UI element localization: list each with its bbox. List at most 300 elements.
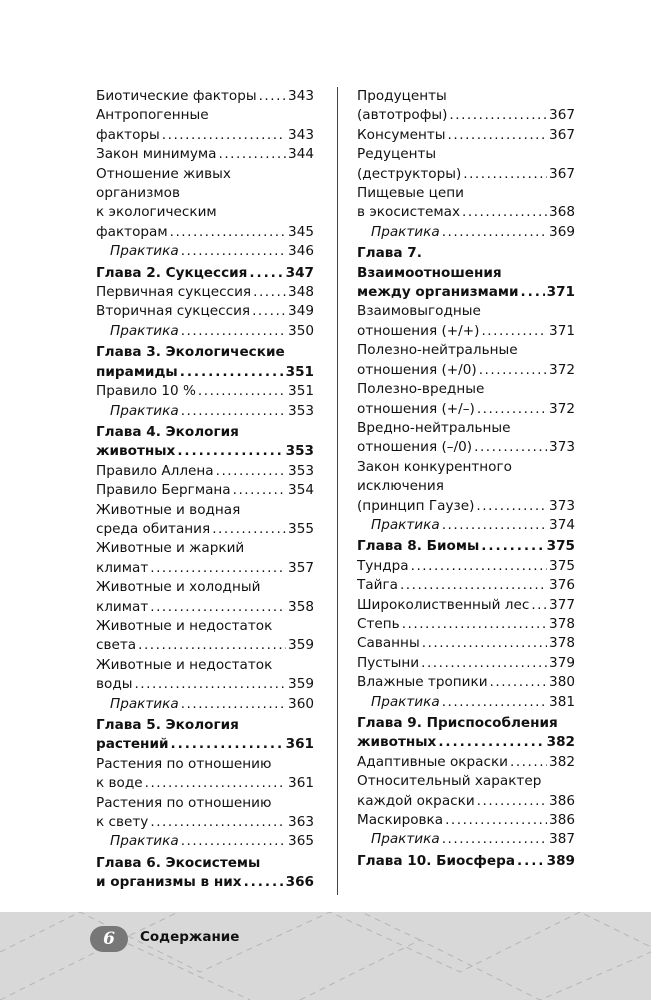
toc-entry-title: Практика [110, 243, 179, 260]
dot-leader [402, 615, 547, 634]
toc-entry-title: среда обитания [96, 520, 211, 537]
toc-practice-entry [357, 830, 575, 849]
toc-page-number: 373 [549, 497, 575, 514]
toc-entry-title: Глава 5. Экология [96, 717, 239, 733]
dot-leader [479, 361, 547, 380]
toc-left-column [96, 87, 314, 893]
toc-entry [357, 302, 575, 341]
toc-entry [357, 87, 575, 126]
toc-entry [357, 341, 575, 380]
toc-page-number: 353 [288, 462, 314, 479]
dot-leader [448, 126, 548, 145]
toc-chapter-entry [96, 343, 314, 382]
toc-page-number: 375 [549, 557, 575, 574]
toc-line [96, 242, 314, 261]
toc-entry-title: Глава 9. Приспособления [357, 715, 558, 731]
toc-entry-title: Отношение живых [96, 165, 231, 182]
toc-entry-title: животных [357, 734, 437, 751]
toc-line [96, 106, 314, 125]
toc-page-number: 358 [288, 598, 314, 615]
dot-leader [521, 283, 545, 302]
toc-entry [357, 126, 575, 145]
toc-line [357, 126, 575, 145]
toc-entry-title: Саванны [357, 635, 420, 652]
toc-line [357, 322, 575, 341]
toc-entry-title: Влажные тропики [357, 674, 488, 691]
toc-line [96, 501, 314, 520]
toc-practice-entry [357, 693, 575, 712]
toc-page-number: 345 [288, 223, 314, 240]
toc-chapter-entry [357, 714, 575, 753]
toc-entry-title: Практика [110, 402, 179, 419]
toc-entry-title: отношения (–/0) [357, 439, 473, 456]
dot-leader [138, 636, 286, 655]
toc-entry-title: Тайга [357, 577, 398, 594]
toc-entry [357, 557, 575, 576]
toc-chapter-entry [357, 537, 575, 556]
dot-leader [150, 559, 286, 578]
dot-leader [481, 322, 547, 341]
toc-entry-title: Глава 6. Экосистемы [96, 854, 261, 871]
toc-practice-entry [96, 832, 314, 851]
toc-practice-entry [96, 402, 314, 421]
footer-section-title: Содержание [140, 929, 240, 945]
toc-line [96, 382, 314, 401]
toc-entry [357, 419, 575, 458]
toc-line [357, 400, 575, 419]
dot-leader [145, 774, 286, 793]
toc-entry-title: Практика [110, 695, 179, 712]
toc-line [357, 772, 575, 791]
toc-line [96, 578, 314, 597]
toc-entry-title: Консументы [357, 126, 446, 143]
toc-chapter-entry [96, 264, 314, 283]
toc-line [357, 165, 575, 184]
toc-entry-title: Животные и водная [96, 501, 241, 518]
toc-page-number: 343 [288, 126, 314, 143]
toc-line [96, 264, 314, 283]
toc-entry-title: Закон конкурентного [357, 458, 512, 475]
toc-line [96, 126, 314, 145]
toc-entry-title: Практика [371, 516, 440, 533]
toc-line [357, 361, 575, 380]
toc-entry-title: Животные и жаркий [96, 540, 245, 557]
column-divider [337, 87, 338, 895]
toc-page-number: 343 [288, 88, 314, 104]
dot-leader [531, 596, 547, 615]
toc-entry-title: отношения (+/+) [357, 322, 480, 339]
toc-line [357, 753, 575, 772]
dot-leader [134, 675, 286, 694]
toc-page-number: 382 [549, 753, 575, 770]
toc-entry [96, 87, 314, 106]
toc-page-number: 351 [285, 363, 314, 380]
toc-line [96, 695, 314, 714]
dot-leader [477, 400, 547, 419]
toc-page-number: 369 [549, 223, 575, 240]
dot-leader [481, 537, 544, 556]
toc-entry-title: и организмы в них [96, 874, 242, 891]
toc-line [96, 755, 314, 774]
toc-page-number: 361 [288, 775, 314, 792]
dot-leader [233, 481, 286, 500]
toc-line [357, 792, 575, 811]
toc-entry [96, 617, 314, 656]
toc-line [96, 145, 314, 164]
toc-page-number: 348 [288, 284, 314, 301]
toc-entry-title: Вторичная сукцессия [96, 303, 251, 320]
toc-entry-title: Глава 4. Экология [96, 423, 239, 440]
toc-line [96, 423, 314, 442]
toc-page-number: 354 [288, 482, 314, 499]
dot-leader [218, 145, 286, 164]
toc-page-number: 346 [288, 243, 314, 260]
toc-entry [357, 596, 575, 615]
dot-leader [244, 873, 284, 892]
toc-entry-title: Практика [371, 223, 440, 240]
toc-line [357, 596, 575, 615]
toc-page-number: 371 [549, 322, 575, 339]
toc-entry [96, 302, 314, 321]
toc-line [96, 675, 314, 694]
toc-entry-title: Глава 2. Сукцессия [96, 264, 248, 281]
toc-line [96, 854, 314, 873]
toc-entry-title: растений [96, 736, 169, 753]
toc-line [357, 106, 575, 125]
footer-pattern [0, 912, 651, 1000]
toc-line [96, 184, 314, 203]
dot-leader [442, 223, 547, 242]
dot-leader [162, 126, 286, 145]
toc-page-number: 357 [288, 559, 314, 576]
page-footer [0, 912, 651, 1000]
toc-line [96, 873, 314, 892]
toc-entry [357, 576, 575, 595]
toc-line [96, 636, 314, 655]
toc-line [96, 87, 314, 106]
toc-line [96, 322, 314, 341]
toc-line [357, 341, 575, 360]
toc-right-column [357, 87, 575, 871]
dot-leader [442, 516, 547, 535]
toc-entry-title: Полезно-вредные [357, 381, 485, 398]
toc-entry-title: Практика [110, 322, 179, 339]
toc-line [357, 537, 575, 556]
dot-leader [445, 811, 547, 830]
toc-chapter-entry [357, 244, 575, 302]
toc-entry-title: Пищевые цепи [357, 185, 464, 202]
toc-page-number: 386 [549, 812, 575, 829]
toc-entry [96, 145, 314, 164]
toc-line [96, 520, 314, 539]
dot-leader [212, 520, 286, 539]
toc-entry-title: Биотические факторы [96, 88, 257, 104]
toc-practice-entry [357, 516, 575, 535]
toc-line [357, 693, 575, 712]
toc-entry-title: Растения по отношению [96, 755, 272, 772]
toc-line [96, 539, 314, 558]
toc-page-number: 372 [549, 400, 575, 417]
toc-entry [357, 380, 575, 419]
toc-line [357, 576, 575, 595]
toc-entry [357, 654, 575, 673]
toc-entry [357, 458, 575, 516]
toc-page-number: 360 [288, 695, 314, 712]
dot-leader [171, 735, 284, 754]
toc-entry-title: Взаимоотношения [357, 264, 502, 281]
toc-entry-title: Маскировка [357, 812, 444, 829]
toc-page-number: 381 [549, 693, 575, 710]
toc-entry-title: Редуценты [357, 146, 437, 163]
dot-leader [400, 576, 547, 595]
toc-entry-title: между организмами [357, 284, 519, 301]
toc-entry-title: к воде [96, 775, 143, 792]
toc-line [96, 302, 314, 321]
toc-entry-title: Правило Аллена [96, 462, 214, 479]
toc-practice-entry [357, 223, 575, 242]
toc-page-number: 353 [288, 402, 314, 419]
toc-page-number: 355 [288, 520, 314, 537]
toc-entry-title: пирамиды [96, 363, 178, 380]
toc-entry-title: Практика [371, 693, 440, 710]
dot-leader [181, 695, 286, 714]
dot-leader [180, 363, 284, 382]
toc-page-number: 372 [549, 361, 575, 378]
toc-entry-title: Глава 7. [357, 245, 422, 262]
toc-chapter-entry [357, 852, 575, 871]
dot-leader [510, 753, 547, 772]
toc-entry-title: (автотрофы) [357, 107, 448, 124]
toc-page-number: 382 [546, 734, 575, 751]
toc-entry-title: Правило Бергмана [96, 482, 231, 499]
toc-entry-title: Первичная сукцессия [96, 284, 252, 301]
toc-entry [96, 462, 314, 481]
dot-leader [181, 402, 286, 421]
toc-line [96, 462, 314, 481]
dot-leader [442, 693, 547, 712]
toc-line [357, 458, 575, 477]
toc-page-number: 359 [288, 676, 314, 693]
toc-line [96, 813, 314, 832]
toc-entry-title: Глава 8. Биомы [357, 538, 480, 555]
toc-entry [96, 656, 314, 695]
toc-line [357, 419, 575, 438]
toc-entry-title: животных [96, 443, 176, 460]
toc-line [357, 223, 575, 242]
toc-page-number: 350 [288, 322, 314, 339]
toc-line [357, 203, 575, 222]
toc-page-number: 347 [285, 264, 314, 281]
toc-entry-title: Закон минимума [96, 146, 217, 163]
dot-leader [463, 165, 547, 184]
toc-entry-title: Практика [110, 833, 179, 850]
toc-line [357, 654, 575, 673]
toc-entry-title: Правило 10 % [96, 383, 196, 400]
toc-entry [357, 615, 575, 634]
toc-chapter-entry [96, 716, 314, 755]
toc-practice-entry [96, 322, 314, 341]
toc-entry-title: исключения [357, 478, 444, 495]
toc-chapter-entry [96, 423, 314, 462]
toc-page-number: 378 [549, 635, 575, 652]
toc-entry-title: климат [96, 598, 149, 615]
toc-entry-title: отношения (+/0) [357, 361, 477, 378]
toc-entry-title: Адаптивные окраски [357, 753, 508, 770]
toc-entry [96, 578, 314, 617]
toc-entry [357, 811, 575, 830]
toc-page-number: 367 [549, 107, 575, 124]
toc-entry-title: Тундра [357, 557, 409, 574]
toc-entry-title: Полезно-нейтральные [357, 342, 518, 359]
toc-line [357, 302, 575, 321]
toc-line [357, 87, 575, 106]
toc-line [96, 735, 314, 754]
dot-leader [150, 813, 286, 832]
page-number-badge: 6 [90, 926, 128, 952]
toc-entry-title: каждой окраски [357, 792, 475, 809]
toc-chapter-entry [96, 854, 314, 893]
toc-line [96, 598, 314, 617]
toc-entry-title: Антропогенные [96, 107, 209, 124]
toc-page-number: 367 [549, 165, 575, 182]
toc-entry-title: Растения по отношению [96, 794, 272, 811]
toc-entry-title: Животные и недостаток [96, 617, 273, 634]
toc-line [357, 714, 575, 733]
dot-leader [252, 302, 286, 321]
toc-line [96, 203, 314, 222]
dot-leader [477, 792, 547, 811]
toc-line [357, 264, 575, 283]
toc-entry [357, 634, 575, 653]
dot-leader [449, 106, 547, 125]
toc-page-number: 359 [288, 637, 314, 654]
dot-leader [438, 733, 544, 752]
toc-entry [96, 501, 314, 540]
toc-line [96, 794, 314, 813]
toc-page-number: 375 [546, 538, 575, 555]
toc-page-number: 389 [546, 852, 575, 869]
toc-line [357, 615, 575, 634]
dot-leader [411, 557, 547, 576]
toc-page-number: 367 [549, 126, 575, 143]
toc-entry-title: Вредно-нейтральные [357, 419, 511, 436]
toc-entry [96, 539, 314, 578]
toc-practice-entry [96, 695, 314, 714]
toc-entry [96, 794, 314, 833]
toc-entry [96, 165, 314, 243]
toc-page-number: 386 [549, 792, 575, 809]
toc-entry-title: Животные и холодный [96, 579, 261, 596]
dot-leader [253, 283, 286, 302]
dot-leader [421, 654, 547, 673]
toc-entry-title: света [96, 637, 137, 654]
toc-line [96, 832, 314, 851]
toc-entry-title: Взаимовыгодные [357, 303, 481, 320]
dot-leader [517, 852, 545, 871]
toc-entry-title: Животные и недостаток [96, 656, 273, 673]
toc-entry-title: Продуценты [357, 88, 447, 104]
toc-entry [96, 382, 314, 401]
toc-page-number: 380 [549, 674, 575, 691]
toc-line [96, 402, 314, 421]
toc-line [357, 380, 575, 399]
toc-entry-title: Широколиственный лес [357, 596, 530, 613]
toc-page-number: 387 [549, 831, 575, 848]
toc-entry-title: факторам [96, 223, 168, 240]
toc-line [357, 516, 575, 535]
dot-leader [150, 598, 286, 617]
toc-entry [96, 755, 314, 794]
toc-line [357, 244, 575, 263]
toc-entry [96, 481, 314, 500]
toc-entry [357, 772, 575, 811]
toc-page-number: 363 [288, 814, 314, 831]
toc-entry-title: к экологическим [96, 204, 217, 221]
toc-entry [96, 283, 314, 302]
dot-leader [462, 203, 547, 222]
toc-line [96, 559, 314, 578]
toc-entry-title: организмов [96, 185, 180, 202]
toc-line [96, 363, 314, 382]
toc-line [96, 481, 314, 500]
dot-leader [177, 442, 283, 461]
toc-line [357, 852, 575, 871]
toc-entry-title: Глава 3. Экологические [96, 344, 285, 361]
dot-leader [170, 223, 286, 242]
toc-entry-title: воды [96, 676, 133, 693]
toc-line [96, 223, 314, 242]
toc-entry [96, 106, 314, 145]
toc-line [96, 283, 314, 302]
toc-line [96, 716, 314, 735]
toc-page-number: 353 [285, 443, 314, 460]
toc-entry-title: (деструкторы) [357, 165, 462, 182]
dot-leader [422, 634, 547, 653]
toc-page-number: 344 [288, 146, 314, 163]
dot-leader [490, 673, 548, 692]
toc-page-number: 368 [549, 204, 575, 221]
toc-page-number: 371 [546, 284, 575, 301]
toc-entry-title: к свету [96, 814, 149, 831]
toc-page-number: 378 [549, 615, 575, 632]
toc-page-number: 365 [288, 833, 314, 850]
toc-line [357, 673, 575, 692]
toc-page-number: 379 [549, 654, 575, 671]
toc-entry-title: (принцип Гаузе) [357, 497, 475, 514]
toc-entry-title: отношения (+/–) [357, 400, 475, 417]
toc-line [357, 733, 575, 752]
toc-entry-title: факторы [96, 126, 160, 143]
toc-entry [357, 145, 575, 184]
toc-line [357, 477, 575, 496]
toc-entry-title: Пустыни [357, 654, 420, 671]
toc-page-number: 349 [288, 303, 314, 320]
dot-leader [259, 87, 286, 106]
dot-leader [181, 242, 286, 261]
toc-line [96, 442, 314, 461]
toc-entry [357, 753, 575, 772]
toc-line [357, 145, 575, 164]
toc-line [96, 617, 314, 636]
toc-line [357, 184, 575, 203]
toc-entry-title: Глава 10. Биосфера [357, 852, 516, 869]
toc-page-number: 377 [549, 596, 575, 613]
toc-page-number: 374 [549, 516, 575, 533]
toc-line [96, 774, 314, 793]
toc-page-number: 351 [288, 383, 314, 400]
dot-leader [181, 322, 286, 341]
dot-leader [442, 830, 547, 849]
